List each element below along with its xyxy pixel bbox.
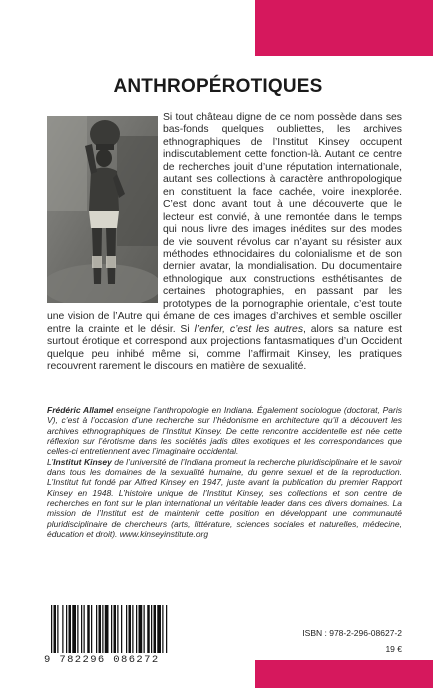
institute-text: de l’université de l’Indiana promeut la recherche pluridisciplinaire et le savoir dans tous les domaines de la sexualité humaine, du genre sexuel et de la reproduction. L’Institut fut fondé par Alfred Kinsey en 1947, juste avant la publication du premier Rapport Kinsey en 1948. L’histoire unique de l’Institut Kinsey, ses collections et son centre de recherches en font sur le plan international un véritable leader dans ces divers domaines. La mission de l’Institut est de maintenir cette position en développant une communauté pluridisciplinaire de chercheurs (arts, littérature, sciences sociales et naturelles, médecine, éducation et droit). www.kinseyinstitute.org bbox=[47, 456, 402, 540]
barcode-bar bbox=[62, 605, 63, 653]
barcode-bar bbox=[162, 605, 163, 653]
institute-name: Institut Kinsey bbox=[53, 456, 112, 467]
barcode-bar bbox=[147, 605, 150, 653]
barcode-bar bbox=[111, 605, 112, 653]
barcode-bar bbox=[57, 605, 58, 653]
author-bio-block bbox=[47, 405, 402, 539]
bottom-accent-bar bbox=[255, 660, 433, 688]
barcode-bar bbox=[105, 605, 109, 653]
isbn: ISBN : 978-2-296-08627-2 bbox=[302, 628, 402, 638]
barcode-bar bbox=[157, 605, 161, 653]
institute-article: L’ bbox=[47, 456, 54, 467]
barcode-bar bbox=[84, 605, 85, 653]
barcode-bar bbox=[129, 605, 132, 653]
barcode-bar bbox=[54, 605, 57, 653]
barcode-bar bbox=[126, 605, 127, 653]
barcode-bar bbox=[81, 605, 82, 653]
barcode-bar bbox=[87, 605, 90, 653]
barcode-bar bbox=[121, 605, 122, 653]
author-paragraph bbox=[47, 405, 402, 457]
barcode-bar bbox=[91, 605, 92, 653]
barcode-bar bbox=[72, 605, 76, 653]
institute-paragraph bbox=[47, 457, 402, 540]
barcode bbox=[47, 605, 227, 655]
barcode-digits: 9 782296 086272 bbox=[44, 654, 160, 666]
barcode-bar bbox=[139, 605, 143, 653]
blurb-text: Si tout château digne de ce nom possède dans ses bas-fonds quelques oubliettes, les archives ethnographiques de l’Institut Kinsey occupent indiscutablement cette fonction-là. Autant ce centre de recherches jouit d’une réputation internationale, autant ses collections à caractère anthropologique en constituent la face cachée, voire inexplorée. C’est donc avant tout à une découverte que le lecteur est convié, à une remontée dans le temps qui nous livre des images inédites sur des modes de vie souvent révolus car n’ayant su résister aux méthodes ethnocidaires du colonialisme et de son dernier avatar, la mondialisation. Du documentaire ethnologique aux constructions esthétisantes de certaines photographies, en passant par les prototypes de la pornographie orientale, c’est toute une vision de l’Autre qui émane de ces images d’archives et semble osciller entre la crainte et le désir. Si bbox=[47, 112, 402, 335]
author-bio: enseigne l’anthropologie en Indiana. Également sociologue (doctorat, Paris V), c’est à l’occasion d’une recherche sur l’hédonisme en architecture qu’il a découvert les archives ethnographiques de l’Institut Kinsey. De cette rencontre accidentelle est née cette réflexion sur l’érotisme dans les sociétés jadis dites exotiques et les correspondances que celles-ci entretiennent avec l’imaginaire occidental. bbox=[47, 405, 402, 457]
barcode-bar bbox=[144, 605, 145, 653]
barcode-bar bbox=[69, 605, 72, 653]
barcode-bar bbox=[66, 605, 67, 653]
barcode-bar bbox=[117, 605, 118, 653]
barcode-bar bbox=[136, 605, 137, 653]
author-name: Frédéric Allamel bbox=[47, 405, 114, 415]
barcode-bar bbox=[166, 605, 167, 653]
book-title: ANTHROPÉROTIQUES bbox=[113, 76, 323, 97]
top-accent-bar bbox=[255, 0, 433, 56]
back-cover-blurb bbox=[47, 112, 402, 374]
barcode-bar bbox=[151, 605, 152, 653]
barcode-bar bbox=[102, 605, 103, 653]
barcode-bar bbox=[51, 605, 52, 653]
price: 19 € bbox=[385, 644, 402, 654]
barcode-bar bbox=[96, 605, 97, 653]
blurb-text-end: , alors sa nature est surtout érotique et correspond aux projections fantasmatiques d’un Occident quelque peu inhibé même si, comme l’affirmait Kinsey, les pratiques recouvrent rarement le discours en matière de sexualité. bbox=[47, 323, 402, 373]
barcode-bar bbox=[132, 605, 133, 653]
barcode-bar bbox=[154, 605, 157, 653]
barcode-bar bbox=[77, 605, 78, 653]
blurb-quote: l’enfer, c’est les autres bbox=[194, 323, 304, 335]
barcode-bar bbox=[99, 605, 102, 653]
barcode-bar bbox=[114, 605, 117, 653]
